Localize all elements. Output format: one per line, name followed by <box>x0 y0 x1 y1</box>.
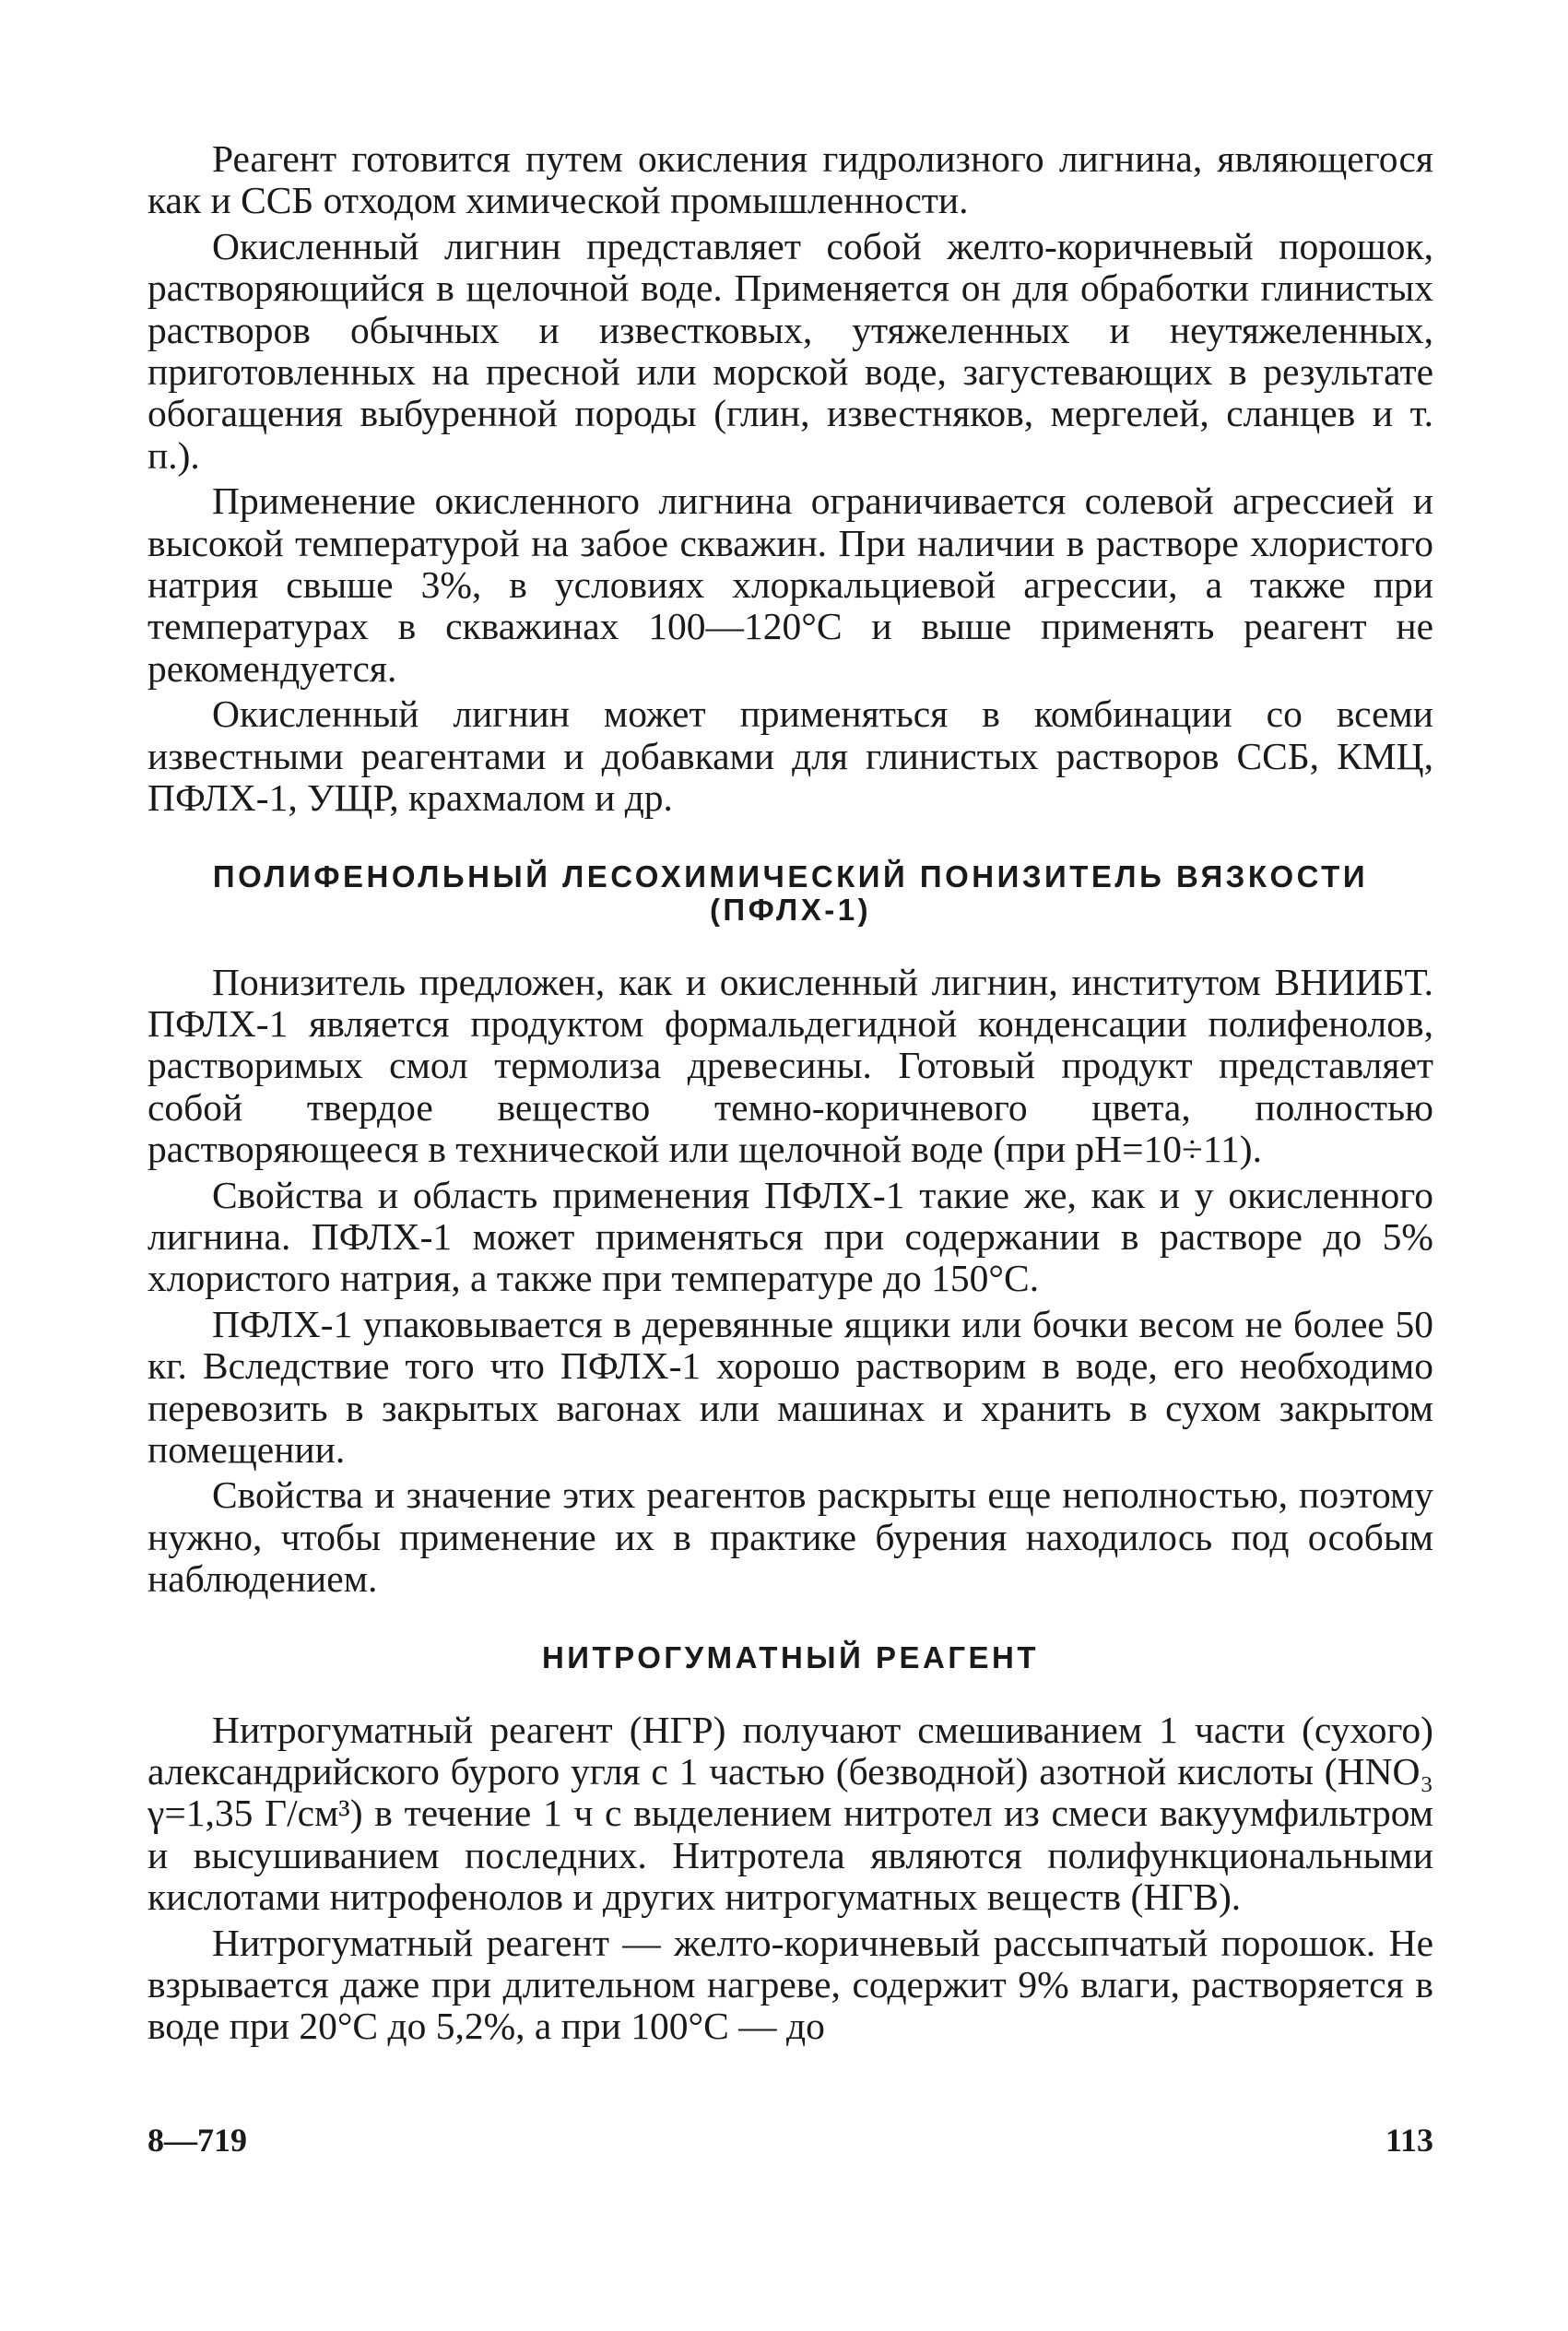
heading-line: ПОЛИФЕНОЛЬНЫЙ ЛЕСОХИМИЧЕСКИЙ ПОНИЗИТЕЛЬ ВЯЗКОСТИ <box>212 858 1369 893</box>
heading-line: (ПФЛХ-1) <box>709 892 872 927</box>
paragraph: Реагент готовится путем окисления гидролизного лигнина, являющегося как и ССБ отходом химической промышленности. <box>147 137 1433 222</box>
paragraph: Понизитель предложен, как и окисленный лигнин, институтом ВНИИБТ. ПФЛХ-1 является продуктом формальдегидной конденсации полифенолов, растворимых смол термолиза древесины. Готовый продукт представляет собой твердое вещество темно-коричневого цвета, полностью растворяющееся в технической или щелочной воде (при pH=10÷11). <box>147 960 1433 1171</box>
paragraph: Применение окисленного лигнина ограничивается солевой агрессией и высокой температурой на забое скважин. При наличии в растворе хлористого натрия свыше 3%, в условиях хлоркальциевой агрессии, а также при температурах в скважинах 100—120°С и выше применять реагент не рекомендуется. <box>147 479 1433 690</box>
section-heading-ngr: НИТРОГУМАТНЫЙ РЕАГЕНТ <box>541 1639 1040 1674</box>
paragraph: Окисленный лигнин может применяться в комбинации со всеми известными реагентами и добавками для глинистых растворов ССБ, КМЦ, ПФЛХ-1, УЩР, крахмалом и др. <box>147 692 1433 820</box>
page-body <box>147 138 1433 2052</box>
printer-signature: 8—719 <box>147 2122 247 2159</box>
paragraph: Свойства и значение этих реагентов раскрыты еще неполностью, поэтому нужно, чтобы применение их в практике бурения находилось под особым наблюдением. <box>147 1473 1433 1601</box>
paragraph: Свойства и область применения ПФЛХ-1 такие же, как и у окисленного лигнина. ПФЛХ-1 может применяться при содержании в растворе до 5% хлористого натрия, а также при температуре до 150°С. <box>147 1173 1433 1300</box>
section-heading-pflkh <box>147 860 1433 927</box>
page-number: 113 <box>1385 2122 1433 2159</box>
paragraph: Окисленный лигнин представляет собой желто-коричневый порошок, растворяющийся в щелочной воде. Применяется он для обработки глинистых растворов обычных и известковых, утяжеленных и неутяжеленных, приготовленных на пресной или морской воде, загустевающих в результате обогащения выбуренной породы (глин, известняков, мергелей, сланцев и т. п.). <box>147 224 1433 477</box>
paragraph: Нитрогуматный реагент — желто-коричневый рассыпчатый порошок. Не взрывается даже при длительном нагреве, содержит 9% влаги, растворяется в воде при 20°С до 5,2%, а при 100°С — до <box>147 1921 1433 2048</box>
paragraph: ПФЛХ-1 упаковывается в деревянные ящики или бочки весом не более 50 кг. Вследствие того что ПФЛХ-1 хорошо растворим в воде, его необходимо перевозить в закрытых вагонах или машинах и хранить в сухом закрытом помещении. <box>147 1302 1433 1471</box>
paragraph: Нитрогуматный реагент (НГР) получают смешиванием 1 части (сухого) александрийского бурого угля с 1 частью (безводной) азотной кислоты (HNO₃ γ=1,35 Г/см³) в течение 1 ч с выделением нитротел из смеси вакуумфильтром и высушиванием последних. Нитротела являются полифункциональными кислотами нитрофенолов и других нитрогуматных веществ (НГВ). <box>147 1708 1433 1919</box>
